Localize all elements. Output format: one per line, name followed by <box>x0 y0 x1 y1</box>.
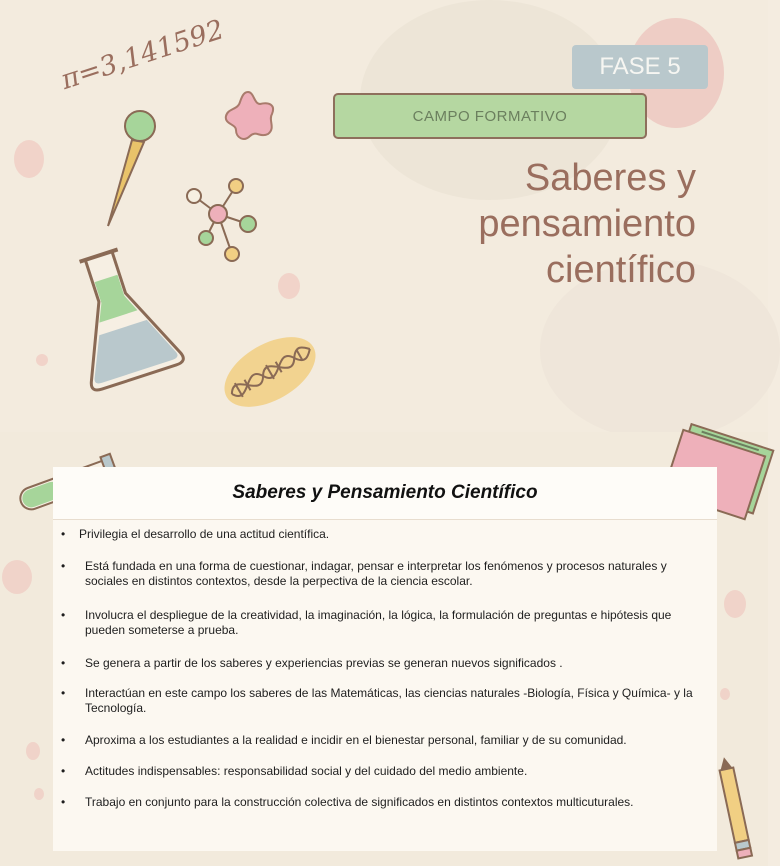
bullet-dot: • <box>61 795 66 809</box>
bullet-dot: • <box>61 733 66 747</box>
list-item-text: Aproxima a los estudiantes a la realidad e incidir en el bienestar personal, familiar y de su comunidad. <box>85 733 627 747</box>
bullet-dot: • <box>61 559 66 573</box>
bullet-dot: • <box>61 656 66 670</box>
list-item-text: Trabajo en conjunto para la construcción colectiva de significados en distintos contextos multicuturales. <box>85 795 634 809</box>
campo-formativo-box: CAMPO FORMATIVO <box>333 93 647 139</box>
content-heading: Saberes y Pensamiento Científico <box>53 467 717 520</box>
list-item <box>61 656 711 671</box>
bullet-dot: • <box>61 686 66 700</box>
background-blob <box>2 560 32 594</box>
list-item <box>61 686 711 716</box>
list-item-text: Privilegia el desarrollo de una actitud científica. <box>79 527 330 541</box>
background-blob <box>26 742 40 760</box>
list-item <box>61 559 711 589</box>
list-item-text: Interactúan en este campo los saberes de las Matemáticas, las ciencias naturales -Biología, Física y Química- y la Tecnología. <box>85 686 693 715</box>
bullet-dot: • <box>61 527 66 541</box>
background-blob <box>720 688 730 700</box>
list-item <box>61 764 711 779</box>
title-line: científico <box>546 249 696 291</box>
list-item-text: Actitudes indispensables: responsabilidad social y del cuidado del medio ambiente. <box>85 764 528 778</box>
slide-cover <box>0 0 768 432</box>
bullet-dot: • <box>61 608 66 622</box>
list-item-text: Está fundada en una forma de cuestionar, indagar, pensar e interpretar los fenómenos y procesos naturales y sociales en distintos contextos, desde la perpectiva de la ciencia escolar. <box>85 559 667 588</box>
list-item <box>61 527 711 542</box>
pi-formula-text: π=3,141592 <box>57 14 228 96</box>
phase-badge: FASE 5 <box>572 45 708 89</box>
background-blob <box>278 273 300 299</box>
list-item-text: Involucra el despliegue de la creatividad, la imaginación, la lógica, la formulación de preguntas e hipótesis que pueden someterse a prueba. <box>85 608 672 637</box>
bullet-list <box>61 527 711 810</box>
dna-icon <box>218 330 322 414</box>
star-blob-icon <box>220 88 278 144</box>
background-blob <box>34 788 44 800</box>
background-blob <box>36 354 48 366</box>
background-blob <box>14 140 44 178</box>
title-line: pensamiento <box>478 203 696 245</box>
slide-content <box>0 432 768 866</box>
pi-formula-drawing <box>40 6 228 96</box>
bullet-dot: • <box>61 764 66 778</box>
title-line: Saberes y <box>524 157 696 199</box>
list-item <box>61 733 711 748</box>
flask-icon <box>66 244 186 386</box>
pencil-icon <box>716 766 756 862</box>
content-card <box>53 467 717 851</box>
list-item <box>61 608 711 638</box>
background-blob <box>724 590 746 618</box>
list-item <box>61 795 711 810</box>
list-item-text: Se genera a partir de los saberes y experiencias previas se generan nuevos significados . <box>85 656 563 670</box>
pipette-icon <box>96 104 166 234</box>
molecule-icon <box>178 174 270 266</box>
slide-title <box>376 155 696 293</box>
